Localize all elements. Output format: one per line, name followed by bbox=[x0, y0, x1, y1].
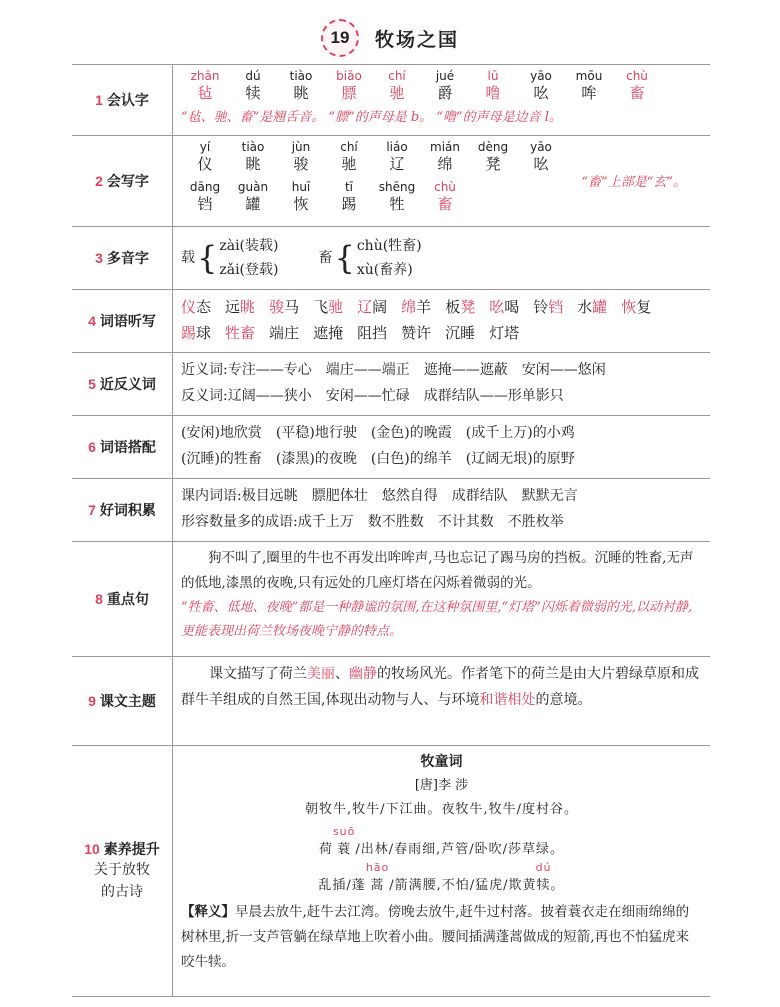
hanzi: 膘 bbox=[341, 84, 357, 102]
brace-icon: { bbox=[334, 239, 355, 277]
row-label bbox=[72, 657, 173, 745]
pinyin-char bbox=[373, 180, 421, 214]
word-part: 骏 bbox=[269, 298, 285, 316]
collocation-line: (沉睡)的牲畜 (漆黑)的夜晚 (白色)的绵羊 (辽阔无垠)的原野 bbox=[181, 451, 575, 467]
pinyin-char bbox=[277, 180, 325, 214]
reading-b: zǎi(登载) bbox=[219, 262, 279, 278]
explanation-text: 早晨去放牛,赶牛去江湾。傍晚去放牛,赶牛过村落。披着蓑衣走在细雨绵绵的树林里,折一支芦管躺在绿草地上吹着小曲。腰间插满蓬蒿做成的短箭,再也不怕猛虎来咬牛犊。 bbox=[181, 904, 690, 970]
row-label bbox=[72, 65, 173, 135]
word-part: 阻挡 bbox=[357, 324, 388, 342]
polyphonic-char: 载 bbox=[181, 250, 195, 266]
pinyin-char bbox=[181, 180, 229, 214]
pinyin-char bbox=[421, 180, 469, 214]
row-title: 多音字 bbox=[106, 251, 149, 267]
row-key-sentence bbox=[72, 542, 710, 657]
dictation-word bbox=[445, 298, 475, 316]
hanzi: 铛 bbox=[197, 195, 213, 213]
row-number: 4 bbox=[88, 313, 96, 329]
pinyin-char bbox=[469, 140, 517, 174]
row-label bbox=[72, 353, 173, 415]
annotated-char bbox=[366, 862, 389, 898]
words-line: 课内词语:极目远眺 膘肥体壮 悠然自得 成群结队 默默无言 bbox=[181, 488, 578, 504]
row-number: 8 bbox=[95, 591, 103, 607]
row-polyphonic-chars bbox=[72, 227, 710, 290]
dictation-word bbox=[357, 324, 387, 342]
brace-icon: { bbox=[197, 239, 218, 277]
word-part: 球 bbox=[196, 324, 212, 342]
dictation-word bbox=[445, 324, 475, 342]
poem-text: 荷 bbox=[318, 842, 333, 857]
row-title: 词语听写 bbox=[99, 314, 156, 330]
dictation-word bbox=[181, 298, 211, 316]
row-label bbox=[72, 227, 173, 289]
row-literacy bbox=[72, 746, 710, 997]
pinyin-char bbox=[181, 69, 229, 103]
theme-text: 的牧场风光。作者笔下的荷兰是由大片碧绿草原和成群牛羊组成的自然王国,体现出动物与人、与环境 bbox=[181, 666, 699, 708]
row-content bbox=[173, 542, 710, 656]
lesson-number-badge: 19 bbox=[321, 19, 359, 57]
poem-text: 乱插/蓬 bbox=[318, 878, 366, 893]
word-list bbox=[181, 294, 702, 320]
row-label bbox=[72, 290, 173, 352]
pinyin-char bbox=[373, 140, 421, 174]
row-content bbox=[173, 416, 710, 478]
row-recognize-chars bbox=[72, 65, 710, 136]
row-label bbox=[72, 416, 173, 478]
row-theme bbox=[72, 657, 710, 746]
handwritten-note: “牲畜、低地、夜晚”都是一种静谧的氛围,在这种氛围里,“灯塔”闪烁着微弱的光,以动衬静,更能表现出荷兰牧场夜晚宁静的特点。 bbox=[181, 600, 693, 639]
word-part: 铛 bbox=[548, 298, 564, 316]
row-title: 重点句 bbox=[106, 592, 149, 608]
row-title: 好词积累 bbox=[99, 503, 156, 519]
row-title: 课文主题 bbox=[99, 694, 156, 710]
hanzi: 哞 bbox=[581, 84, 597, 102]
pinyin-char bbox=[517, 69, 565, 103]
poem-text: /箭满腰,不怕/猛虎/欺 bbox=[389, 878, 523, 893]
hanzi: 爵 bbox=[437, 84, 453, 102]
dictation-word bbox=[533, 298, 563, 316]
hanzi: 畜 bbox=[629, 84, 645, 102]
pinyin-char bbox=[565, 69, 613, 103]
handwritten-note: “毡、驰、畜”是翘舌音。 “膘”的声母是 b。 “噜”的声母是边音 l。 bbox=[181, 110, 562, 125]
theme-keyword: 美丽 bbox=[307, 666, 335, 682]
poem-author: [唐]李 涉 bbox=[414, 778, 469, 793]
word-part: 沉睡 bbox=[445, 324, 476, 342]
dictation-word bbox=[313, 298, 343, 316]
dictation-word bbox=[401, 324, 431, 342]
hanzi: 驰 bbox=[341, 155, 357, 173]
row-number: 5 bbox=[88, 376, 96, 392]
collocation-line: (安闲)地欣赏 (平稳)地行驶 (金色)的晚霞 (成千上万)的小鸡 bbox=[181, 425, 575, 441]
dictation-word bbox=[269, 298, 299, 316]
idioms-line: 形容数量多的成语:成千上万 数不胜数 不计其数 不胜枚举 bbox=[181, 514, 564, 530]
poem-text: 蓑 bbox=[337, 842, 352, 857]
row-title: 会认字 bbox=[106, 93, 149, 109]
hanzi: 吆 bbox=[533, 155, 549, 173]
row-label bbox=[72, 542, 173, 656]
hanzi: 犊 bbox=[245, 84, 261, 102]
pinyin: yí bbox=[199, 140, 211, 154]
word-part: 牲畜 bbox=[225, 324, 256, 342]
word-part: 复 bbox=[636, 298, 652, 316]
pinyin-char bbox=[325, 69, 373, 103]
synonyms-line: 近义词:专注——专心 端庄——端正 遮掩——遮蔽 安闲——悠闲 bbox=[181, 362, 606, 378]
word-part: 眺 bbox=[240, 298, 256, 316]
hanzi: 畜 bbox=[437, 195, 453, 213]
pinyin-char bbox=[229, 180, 277, 214]
hanzi: 毡 bbox=[197, 84, 213, 102]
poem-line bbox=[181, 826, 702, 862]
hanzi: 踢 bbox=[341, 195, 357, 213]
dictation-word bbox=[621, 298, 651, 316]
handwritten-note: “畜”上部是“玄”。 bbox=[581, 175, 686, 190]
row-number: 9 bbox=[88, 693, 96, 709]
row-content bbox=[173, 290, 710, 352]
pinyin-annotation: suō bbox=[332, 825, 356, 838]
row-write-chars bbox=[72, 136, 710, 227]
row-good-words bbox=[72, 479, 710, 542]
row-number: 1 bbox=[95, 92, 103, 108]
row-dictation bbox=[72, 290, 710, 353]
pinyin: huī bbox=[291, 180, 311, 194]
lesson-header bbox=[0, 20, 780, 56]
pinyin: mōu bbox=[575, 69, 603, 83]
pinyin: tiào bbox=[241, 140, 265, 154]
row-subtitle: 关于放牧 bbox=[94, 862, 150, 878]
pinyin: yāo bbox=[530, 69, 552, 83]
word-part: 铃 bbox=[533, 298, 549, 316]
row-synonyms-antonyms bbox=[72, 353, 710, 416]
word-part: 吆 bbox=[489, 298, 505, 316]
row-content bbox=[173, 227, 710, 289]
pinyin-char bbox=[229, 140, 277, 174]
pinyin-char bbox=[421, 140, 469, 174]
polyphonic-char: 畜 bbox=[318, 250, 333, 266]
pinyin: biāo bbox=[336, 69, 362, 83]
pinyin-char bbox=[277, 140, 325, 174]
word-part: 水 bbox=[577, 298, 593, 316]
theme-paragraph bbox=[181, 661, 702, 713]
pinyin: chí bbox=[388, 69, 406, 83]
dictation-word bbox=[489, 298, 519, 316]
row-content bbox=[173, 479, 710, 541]
hanzi: 驰 bbox=[389, 84, 405, 102]
poem-text: /出林/春雨细,芦管/卧吹/莎草绿。 bbox=[355, 842, 565, 857]
word-part: 飞 bbox=[313, 298, 329, 316]
annotated-char bbox=[333, 826, 355, 862]
word-part: 凳 bbox=[460, 298, 476, 316]
poem-explanation bbox=[181, 900, 702, 975]
pinyin-char bbox=[325, 140, 373, 174]
word-part: 喝 bbox=[504, 298, 520, 316]
theme-keyword: 和谐相处 bbox=[479, 692, 536, 708]
row-subtitle: 的古诗 bbox=[101, 884, 143, 900]
explanation-label: 【释义】 bbox=[181, 904, 235, 920]
dictation-word bbox=[225, 324, 255, 342]
word-part: 阔 bbox=[372, 298, 388, 316]
pinyin-char bbox=[421, 69, 469, 103]
row-content bbox=[173, 65, 710, 135]
row-content bbox=[173, 353, 710, 415]
pinyin-char bbox=[181, 140, 229, 174]
word-part: 远 bbox=[225, 298, 241, 316]
dictation-word bbox=[225, 298, 255, 316]
row-number: 2 bbox=[95, 173, 103, 189]
polyphonic-item bbox=[181, 232, 278, 284]
row-label bbox=[72, 136, 173, 226]
row-label bbox=[72, 479, 173, 541]
word-part: 马 bbox=[284, 298, 300, 316]
pinyin: guàn bbox=[237, 180, 269, 194]
pinyin-char-list bbox=[181, 69, 702, 103]
word-part: 遮掩 bbox=[313, 324, 344, 342]
theme-text: 、 bbox=[335, 666, 349, 682]
poem-text: 黄犊。 bbox=[522, 878, 565, 893]
pinyin: jùn bbox=[291, 140, 311, 154]
pinyin: yāo bbox=[530, 140, 552, 154]
key-sentence: 狗不叫了,圈里的牛也不再发出哞哞声,马也忘记了踢马房的挡板。沉睡的牲畜,无声的低地,漆黑的夜晚,只有远处的几座灯塔在闪烁着微弱的光。 bbox=[181, 550, 694, 591]
row-label bbox=[72, 746, 173, 996]
pinyin: jué bbox=[435, 69, 455, 83]
row-content bbox=[173, 746, 710, 996]
row-number: 10 bbox=[84, 841, 100, 857]
word-part: 板 bbox=[445, 298, 461, 316]
dictation-word bbox=[269, 324, 299, 342]
reading-a: zài(装载) bbox=[219, 238, 279, 254]
dictation-word bbox=[401, 298, 431, 316]
hanzi: 噜 bbox=[485, 84, 501, 102]
antonyms-line: 反义词:辽阔——狭小 安闲——忙碌 成群结队——形单影只 bbox=[181, 388, 564, 404]
hanzi: 恢 bbox=[293, 195, 309, 213]
row-number: 6 bbox=[88, 439, 96, 455]
pinyin: chí bbox=[340, 140, 358, 154]
pinyin-char bbox=[517, 140, 565, 174]
hanzi: 吆 bbox=[533, 84, 549, 102]
pinyin-char bbox=[277, 69, 325, 103]
word-part: 辽 bbox=[357, 298, 373, 316]
pinyin: chù bbox=[626, 69, 648, 83]
pinyin: dāng bbox=[189, 180, 221, 194]
word-part: 驰 bbox=[328, 298, 344, 316]
hanzi: 罐 bbox=[245, 195, 261, 213]
word-list bbox=[181, 320, 702, 346]
hanzi: 辽 bbox=[389, 155, 405, 173]
pinyin: shēng bbox=[378, 180, 416, 194]
row-number: 7 bbox=[88, 502, 96, 518]
pinyin: lū bbox=[487, 69, 499, 83]
pinyin-char bbox=[373, 69, 421, 103]
word-part: 绵 bbox=[401, 298, 417, 316]
pinyin: zhān bbox=[190, 69, 220, 83]
poem-line bbox=[181, 862, 702, 898]
pinyin-char bbox=[469, 69, 517, 103]
word-part: 灯塔 bbox=[489, 324, 520, 342]
dictation-word bbox=[357, 298, 387, 316]
theme-text: 的意境。 bbox=[535, 692, 592, 708]
hanzi: 牲 bbox=[389, 195, 405, 213]
word-part: 罐 bbox=[592, 298, 608, 316]
pinyin-annotation: dú bbox=[535, 861, 552, 874]
pinyin-char bbox=[613, 69, 661, 103]
row-title: 近反义词 bbox=[99, 377, 156, 393]
annotated-char bbox=[523, 862, 565, 898]
word-part: 踢 bbox=[181, 324, 197, 342]
pinyin: chù bbox=[434, 180, 456, 194]
word-part: 赞许 bbox=[401, 324, 432, 342]
hanzi: 眺 bbox=[245, 155, 261, 173]
hanzi: 骏 bbox=[293, 155, 309, 173]
row-title: 词语搭配 bbox=[99, 440, 156, 456]
pinyin: liáo bbox=[386, 140, 408, 154]
reading-b: xù(畜养) bbox=[356, 262, 413, 278]
pinyin: dú bbox=[245, 69, 261, 83]
hanzi: 仪 bbox=[197, 155, 213, 173]
lesson-title: 牧场之国 bbox=[374, 28, 459, 51]
theme-keyword: 幽静 bbox=[349, 666, 377, 682]
word-part: 态 bbox=[196, 298, 212, 316]
poem-title: 牧童词 bbox=[420, 754, 463, 770]
pinyin: mián bbox=[430, 140, 460, 154]
word-part: 端庄 bbox=[269, 324, 300, 342]
row-content bbox=[173, 136, 710, 226]
hanzi: 凳 bbox=[485, 155, 501, 173]
row-title: 素养提升 bbox=[103, 842, 160, 858]
dictation-word bbox=[313, 324, 343, 342]
hanzi: 绵 bbox=[437, 155, 453, 173]
pinyin-char bbox=[229, 69, 277, 103]
dictation-word bbox=[489, 324, 519, 342]
polyphonic-item bbox=[318, 232, 421, 284]
pinyin: tiào bbox=[289, 69, 313, 83]
study-table bbox=[72, 64, 710, 997]
hanzi: 眺 bbox=[293, 84, 309, 102]
row-number: 3 bbox=[95, 250, 103, 266]
pinyin-annotation: hāo bbox=[365, 861, 390, 874]
row-title: 会写字 bbox=[106, 174, 149, 190]
theme-text: 课文描写了荷兰 bbox=[209, 666, 307, 682]
poem-text: 蒿 bbox=[370, 878, 385, 893]
word-part: 仪 bbox=[181, 298, 197, 316]
dictation-word bbox=[577, 298, 607, 316]
poem-line: 朝牧牛,牧牛/下江曲。夜牧牛,牧牛/度村谷。 bbox=[304, 802, 579, 817]
pinyin: dèng bbox=[477, 140, 509, 154]
row-content bbox=[173, 657, 710, 745]
pinyin-char-list bbox=[181, 140, 702, 174]
word-part: 恢 bbox=[621, 298, 637, 316]
pinyin: tī bbox=[344, 180, 354, 194]
reading-a: chù(牲畜) bbox=[356, 238, 422, 254]
word-part: 羊 bbox=[416, 298, 432, 316]
pinyin-char bbox=[325, 180, 373, 214]
row-collocations bbox=[72, 416, 710, 479]
dictation-word bbox=[181, 324, 211, 342]
